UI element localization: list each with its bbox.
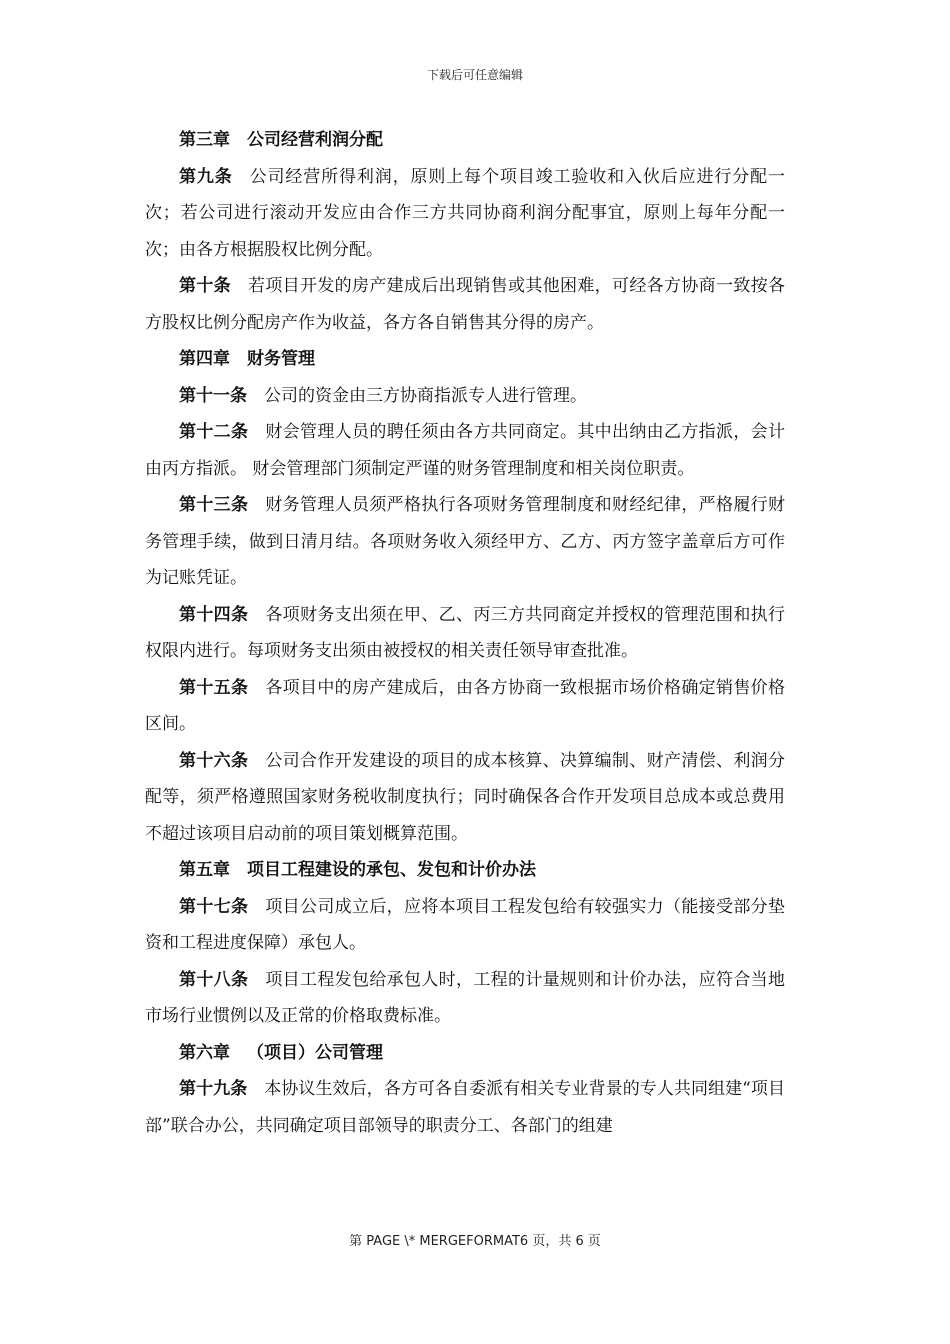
article-label: 第十七条 — [179, 896, 249, 917]
article-label: 第十五条 — [179, 677, 249, 698]
chapter-number: 第六章 — [179, 1042, 230, 1063]
article-text: 各项目中的房产建成后，由各方协商一致根据市场价格确定销售价格区间。 — [145, 677, 786, 734]
article-paragraph — [145, 743, 785, 853]
article-label: 第十三条 — [179, 495, 249, 515]
article-paragraph — [145, 597, 785, 670]
article-text: 各项财务支出须在甲、乙、丙三方共同商定并授权的管理范围和执行权限内进行。每项财务支出须由被授权的相关责任领导审查批准。 — [145, 604, 786, 661]
article-label: 第十二条 — [179, 422, 249, 442]
article-paragraph — [145, 268, 785, 341]
chapter-title: 项目工程建设的承包、发包和计价办法 — [247, 860, 536, 880]
chapter-heading — [145, 341, 785, 378]
article-paragraph — [145, 670, 785, 743]
chapter-heading — [145, 122, 785, 159]
article-text: 公司的资金由三方协商指派专人进行管理。 — [264, 385, 587, 406]
page-footer: 第 PAGE \* MERGEFORMAT6 页，共 6 页 — [349, 1234, 601, 1249]
article-paragraph — [145, 487, 785, 597]
article-paragraph — [145, 378, 785, 415]
article-text: 公司经营所得利润，原则上每个项目竣工验收和入伙后应进行分配一次；若公司进行滚动开发应由合作三方共同协商利润分配事宜，原则上每年分配一次；由各方根据股权比例分配。 — [145, 166, 785, 260]
article-paragraph — [145, 962, 785, 1035]
chapter-title: 财务管理 — [247, 349, 315, 369]
article-paragraph — [145, 889, 785, 962]
chapter-number: 第三章 — [179, 130, 230, 150]
chapter-title: 公司经营利润分配 — [247, 130, 383, 150]
article-label: 第十一条 — [179, 385, 247, 406]
chapter-number: 第五章 — [179, 860, 230, 880]
chapter-number: 第四章 — [179, 349, 230, 369]
page-header: 下载后可任意编辑 — [426, 68, 523, 82]
chapter-heading — [145, 852, 785, 889]
article-paragraph — [145, 1071, 785, 1144]
article-text: 若项目开发的房产建成后出现销售或其他困难，可经各方协商一致按各方股权比例分配房产作为收益，各方各自销售其分得的房产。 — [145, 276, 785, 333]
article-paragraph — [145, 414, 785, 487]
article-label: 第十九条 — [179, 1079, 248, 1099]
chapter-title: （项目）公司管理 — [247, 1042, 383, 1063]
article-label: 第十条 — [179, 276, 231, 296]
article-text: 项目公司成立后，应将本项目工程发包给有较强实力（能接受部分垫资和工程进度保障）承包人。 — [145, 896, 786, 953]
chapter-heading — [145, 1035, 785, 1072]
article-text: 财务管理人员须严格执行各项财务管理制度和财经纪律，严格履行财务管理手续，做到日清月结。各项财务收入须经甲方、乙方、丙方签字盖章后方可作为记账凭证。 — [145, 495, 786, 588]
article-text: 项目工程发包给承包人时，工程的计量规则和计价办法，应符合当地市场行业惯例以及正常的价格取费标准。 — [145, 969, 786, 1026]
article-paragraph — [145, 159, 785, 269]
article-text: 本协议生效后，各方可各自委派有相关专业背景的专人共同组建“项目部”联合办公，共同确定项目部领导的职责分工、各部门的组建 — [145, 1079, 785, 1136]
document-body — [145, 122, 785, 1144]
article-text: 公司合作开发建设的项目的成本核算、决算编制、财产清偿、利润分配等，须严格遵照国家财务税收制度执行；同时确保各合作开发项目总成本或总费用不超过该项目启动前的项目策划概算范围。 — [145, 750, 786, 844]
article-label: 第九条 — [179, 166, 233, 187]
article-text: 财会管理人员的聘任须由各方共同商定。其中出纳由乙方指派，会计由丙方指派。 财会管理部门须制定严谨的财务管理制度和相关岗位职责。 — [145, 422, 786, 479]
article-label: 第十四条 — [179, 604, 249, 625]
article-label: 第十八条 — [179, 969, 249, 990]
article-label: 第十六条 — [179, 750, 249, 771]
